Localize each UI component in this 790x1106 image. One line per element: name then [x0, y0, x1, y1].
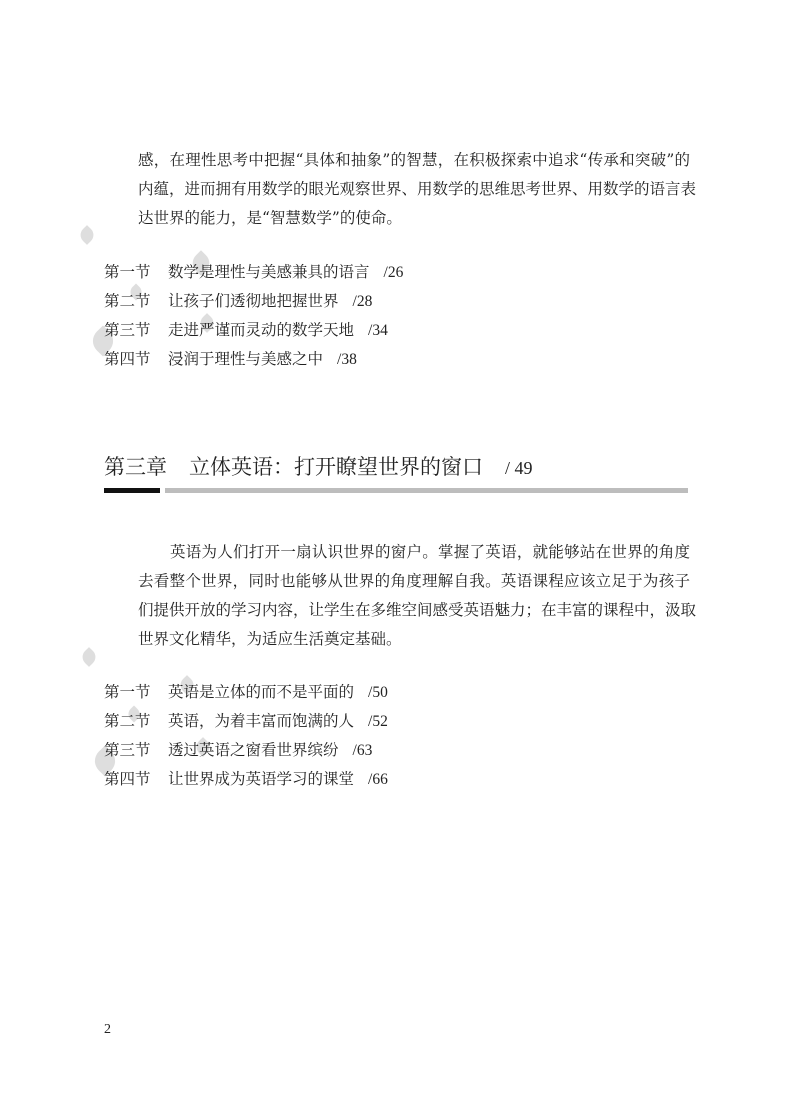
- section-title: 浸润于理性与美感之中: [168, 351, 324, 368]
- paragraph-line: 英语为人们打开一扇认识世界的窗户。掌握了英语，就能够站在世界的角度: [170, 543, 690, 561]
- section-label: 第一节: [104, 264, 151, 281]
- paragraph-line: 达世界的能力，是“智慧数学”的使命。: [138, 209, 402, 227]
- sparkle-decoration: [79, 647, 99, 667]
- paragraph-line: 内蕴，进而拥有用数学的眼光观察世界、用数学的思维思考世界、用数学的语言表: [138, 180, 697, 198]
- section-page: /34: [368, 322, 388, 339]
- section-title: 让孩子们透彻地把握世界: [168, 293, 339, 310]
- toc-entry[interactable]: [104, 683, 388, 703]
- paragraph-line: 去看整个世界，同时也能够从世界的角度理解自我。英语课程应该立足于为孩子: [138, 572, 690, 590]
- section-page: /63: [352, 742, 373, 759]
- section-page: /52: [368, 713, 388, 730]
- section-title: 走进严谨而灵动的数学天地: [168, 322, 355, 339]
- toc-entry[interactable]: [104, 712, 388, 732]
- chapter-page: / 49: [505, 458, 533, 478]
- chapter-number: 第三章: [104, 455, 167, 479]
- section-label: 第三节: [104, 742, 151, 759]
- toc-entry[interactable]: [104, 770, 388, 790]
- section-page: /28: [352, 293, 373, 310]
- section-label: 第二节: [104, 713, 151, 730]
- section-title: 数学是理性与美感兼具的语言: [168, 264, 370, 281]
- section-label: 第四节: [104, 351, 151, 368]
- section-label: 第一节: [104, 684, 151, 701]
- chapter-heading[interactable]: [104, 454, 533, 481]
- toc-entry[interactable]: [104, 321, 388, 341]
- section-title: 让世界成为英语学习的课堂: [168, 771, 355, 788]
- section-label: 第二节: [104, 293, 151, 310]
- paragraph-line: 感，在理性思考中把握“具体和抽象”的智慧，在积极探索中追求“传承和突破”的: [138, 151, 690, 169]
- toc-entry[interactable]: [104, 350, 357, 370]
- section-title: 英语是立体的而不是平面的: [168, 684, 355, 701]
- paragraph-line: 世界文化精华，为适应生活奠定基础。: [138, 630, 402, 648]
- section-title: 英语，为着丰富而饱满的人: [168, 713, 355, 730]
- section-page: /26: [383, 264, 404, 281]
- section-page: /38: [337, 351, 357, 368]
- toc-entry[interactable]: [104, 263, 403, 283]
- paragraph-line: 们提供开放的学习内容，让学生在多维空间感受英语魅力；在丰富的课程中，汲取: [138, 601, 697, 619]
- heading-rule-accent: [104, 488, 160, 493]
- section-title: 透过英语之窗看世界缤纷: [168, 742, 339, 759]
- section-page: /50: [368, 684, 388, 701]
- sparkle-decoration: [77, 225, 97, 245]
- toc-entry[interactable]: [104, 292, 372, 312]
- section-page: /66: [368, 771, 388, 788]
- section-label: 第三节: [104, 322, 151, 339]
- toc-entry[interactable]: [104, 741, 372, 761]
- section-label: 第四节: [104, 771, 151, 788]
- heading-rule: [165, 488, 688, 493]
- chapter-title: 立体英语：打开瞭望世界的窗口: [189, 455, 483, 479]
- page-number: 2: [104, 1022, 111, 1037]
